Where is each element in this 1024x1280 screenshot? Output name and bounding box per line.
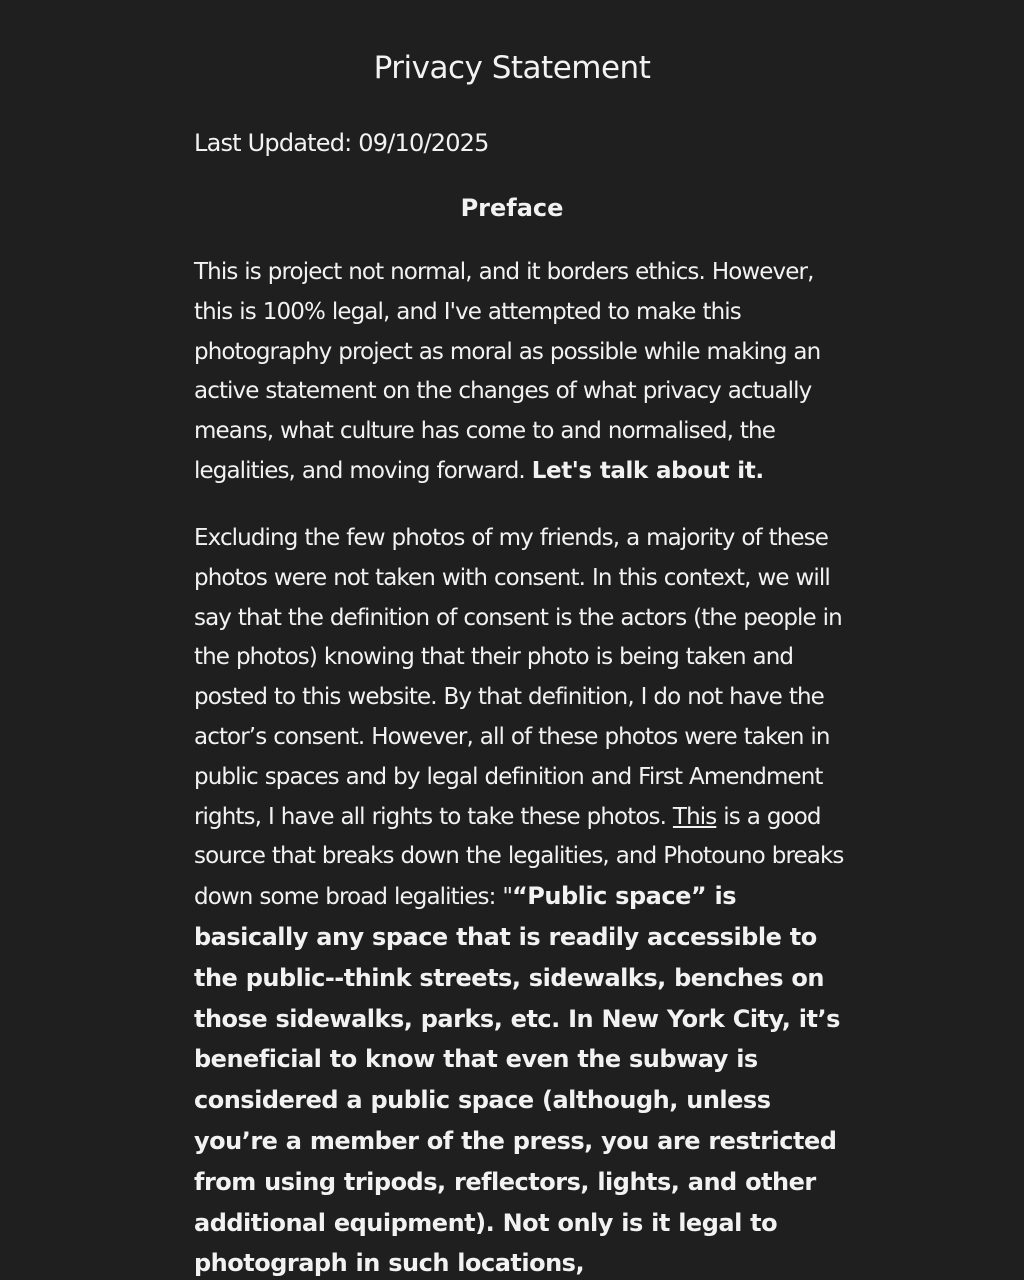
last-updated: Last Updated: 09/10/2025 <box>194 129 489 157</box>
paragraph-text: Excluding the few photos of my friends, a majority of these photos were not taken with consent. In this context, we will say that the definition of consent is the actors (the people in the photos) knowing that their photo is being taken and posted to this website. By that definition, I do not have the actor’s consent. However, all of these photos were taken in public spaces and by legal definition and First Amendment rights, I have all rights to take these photos. <box>194 525 842 830</box>
bold-quote: “Public space” is basically any space that is readily accessible to the public--think streets, sidewalks, benches on those sidewalks, parks, etc. In New York City, it’s beneficial to know that even the subway is considered a public space (although, unless you’re a member of the press, you are restricted from using tripods, reflectors, lights, and other additional equipment). Not only is it legal to photograph in such locations, <box>194 882 840 1278</box>
page-title: Privacy Statement <box>373 50 651 86</box>
paragraph-text: This is project not normal, and it borders ethics. However, this is 100% legal, and I've attempted to make this photography project as moral as possible while making an active statement on the changes of what privacy actually means, what culture has come to and normalised, the legalities, and moving forward. <box>194 259 821 484</box>
paragraph-preface-1 <box>194 253 844 492</box>
paragraph-consent <box>194 519 844 1280</box>
bold-callout: Let's talk about it. <box>531 457 764 484</box>
source-link[interactable]: This <box>672 803 717 830</box>
section-heading-preface: Preface <box>460 194 564 222</box>
paragraph-text: is a good source that breaks down the legalities, and Photouno breaks down some broad legalities: " <box>194 803 844 911</box>
